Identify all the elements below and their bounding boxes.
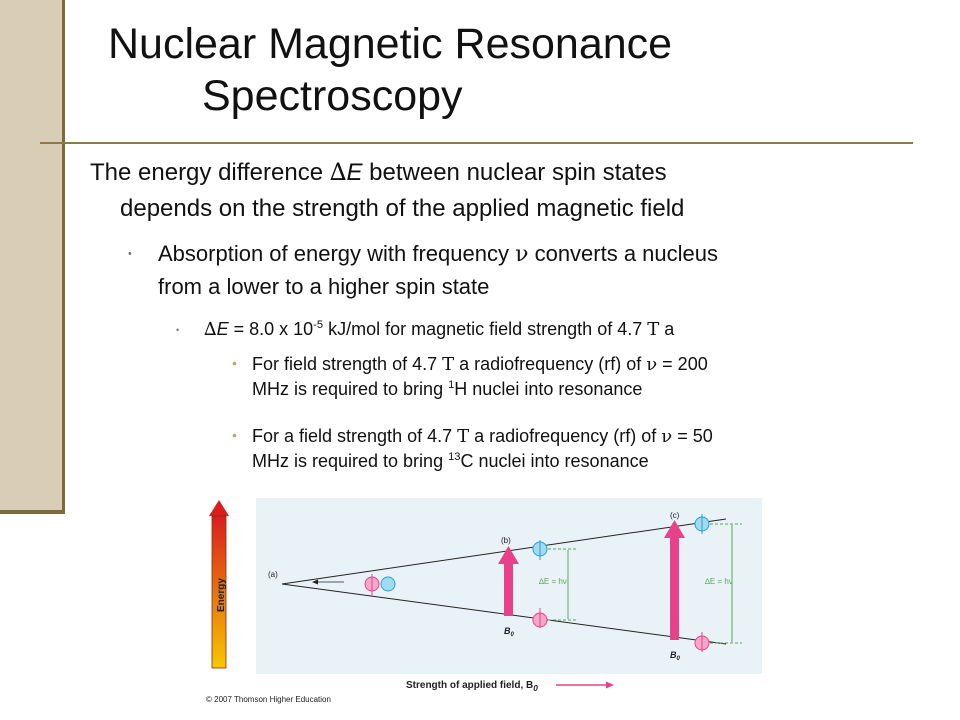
side-decor-rule bbox=[0, 510, 65, 514]
title-divider bbox=[40, 142, 913, 144]
side-decor-bar bbox=[0, 0, 65, 512]
delta-symbol: ∆ bbox=[204, 319, 217, 340]
nu-symbol: ν bbox=[515, 242, 529, 267]
bullet-carbon-rf bbox=[232, 424, 944, 473]
bullet-delta-e-text-a: = 8.0 x 10 bbox=[228, 319, 314, 339]
main-statement-text-a: The energy difference bbox=[90, 159, 330, 186]
copyright-notice: © 2007 Thomson Higher Education bbox=[206, 695, 331, 704]
bullet-carbon-line-2a: MHz is required to bring bbox=[252, 451, 449, 471]
title-line-2: Spectroscopy bbox=[202, 72, 463, 120]
bullet-hydrogen-text-c: = 200 bbox=[657, 354, 708, 374]
absorption-arrow-c bbox=[670, 536, 679, 640]
bullet-carbon-text-a: For a field strength of 4.7 bbox=[252, 426, 458, 446]
x-axis-label bbox=[406, 680, 538, 693]
delta-e-label-b: ∆E = hν bbox=[539, 577, 567, 586]
tesla-symbol: T bbox=[442, 354, 455, 375]
delta-symbol: ∆ bbox=[329, 158, 347, 186]
bullet-dot: • bbox=[232, 427, 237, 443]
main-statement-line-2: depends on the strength of the applied magnetic field bbox=[120, 195, 685, 222]
x-axis-label-text: Strength of applied field, B bbox=[406, 680, 534, 691]
isotope-mass: 1 bbox=[448, 379, 455, 391]
bullet-absorption-line-2: from a lower to a higher spin state bbox=[158, 274, 490, 299]
isotope-mass: 13 bbox=[448, 451, 461, 463]
label-c: (c) bbox=[670, 511, 680, 520]
bullet-hydrogen-text-b: a radiofrequency (rf) of bbox=[454, 354, 647, 374]
main-statement-text-b: between nuclear spin states bbox=[362, 159, 667, 186]
label-b: (b) bbox=[501, 536, 511, 545]
bullet-delta-e-value bbox=[176, 316, 936, 343]
tesla-symbol: T bbox=[647, 319, 660, 340]
bullet-hydrogen-text-a: For field strength of 4.7 bbox=[252, 354, 443, 374]
bullet-carbon-line-2b: C nuclei into resonance bbox=[460, 451, 649, 471]
exponent: -5 bbox=[313, 319, 324, 331]
b0-label-b: $B_0$ bbox=[504, 626, 514, 638]
main-statement bbox=[90, 154, 930, 227]
bullet-absorption-text-a: Absorption of energy with frequency bbox=[158, 241, 516, 266]
bullet-absorption-text-b: converts a nucleus bbox=[528, 241, 719, 266]
x-axis-subscript: 0 bbox=[533, 683, 538, 693]
label-a: (a) bbox=[268, 570, 278, 579]
bullet-dot: • bbox=[176, 325, 180, 335]
delta-e-label-c: ∆E = hν bbox=[705, 577, 733, 586]
bullet-hydrogen-rf bbox=[232, 352, 944, 401]
title-line-1: Nuclear Magnetic Resonance bbox=[108, 20, 673, 68]
bullet-dot: • bbox=[232, 355, 237, 371]
bullet-delta-e-text-c: a bbox=[659, 319, 675, 339]
bullet-carbon-text-c: = 50 bbox=[672, 426, 713, 446]
energy-symbol: E bbox=[216, 319, 229, 339]
bullet-absorption bbox=[128, 238, 918, 303]
bullet-delta-e-text-b: kJ/mol for magnetic field strength of 4.7 bbox=[323, 319, 648, 339]
bullet-hydrogen-line-2a: MHz is required to bring bbox=[252, 379, 449, 399]
bullet-hydrogen-line-2b: H nuclei into resonance bbox=[454, 379, 643, 399]
bullet-dot: • bbox=[128, 248, 132, 260]
nucleus-a-cyan bbox=[381, 577, 395, 591]
slide-title bbox=[108, 18, 928, 122]
absorption-arrow-b bbox=[504, 562, 513, 616]
nu-symbol: ν bbox=[661, 426, 673, 447]
nu-symbol: ν bbox=[646, 354, 658, 375]
energy-label: Energy bbox=[216, 578, 227, 612]
tesla-symbol: T bbox=[457, 426, 470, 447]
bullet-carbon-text-b: a radiofrequency (rf) of bbox=[469, 426, 662, 446]
b0-label-c: $B_0$ bbox=[670, 650, 680, 662]
energy-symbol: E bbox=[346, 159, 363, 186]
